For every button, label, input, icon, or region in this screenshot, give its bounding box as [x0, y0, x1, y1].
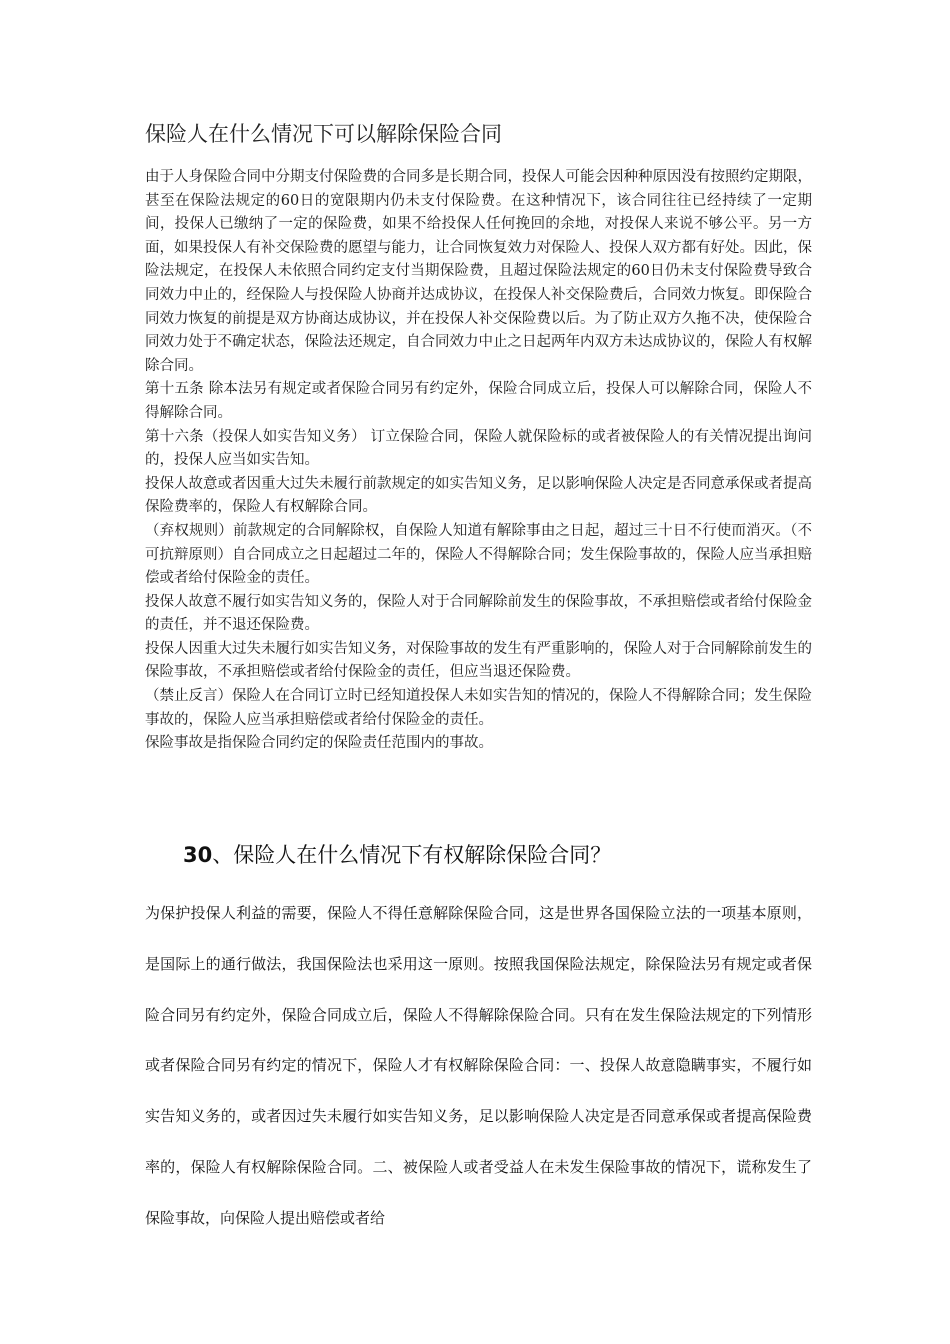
answer-body: [145, 888, 812, 1244]
paragraph: 保险事故是指保险合同约定的保险责任范围内的事故。: [145, 735, 493, 752]
section-title: 保险人在什么情况下可以解除保险合同: [145, 122, 502, 146]
question-title: 、保险人在什么情况下有权解除保险合同？: [212, 843, 612, 867]
paragraph: 投保人故意不履行如实告知义务的，保险人对于合同解除前发生的保险事故，不承担赔偿或者给付保险金的责任，并不退还保险费。: [145, 593, 812, 634]
paragraph: 投保人故意或者因重大过失未履行前款规定的如实告知义务，足以影响保险人决定是否同意承保或者提高保险费率的，保险人有权解除合同。: [145, 475, 812, 516]
question-heading: [183, 840, 803, 870]
section-body: [145, 166, 812, 756]
answer-paragraph: 为保护投保人利益的需要，保险人不得任意解除保险合同，这是世界各国保险立法的一项基本原则，是国际上的通行做法，我国保险法也采用这一原则。按照我国保险法规定，除保险法另有规定或者保险合同另有约定外，保险合同成立后，保险人不得解除保险合同。只有在发生保险法规定的下列情形或者保险合同另有约定的情况下，保险人才有权解除保险合同：一、投保人故意隐瞒事实，不履行如实告知义务的，或者因过失未履行如实告知义务，足以影响保险人决定是否同意承保或者提高保险费率的，保险人有权解除保险合同。二、被保险人或者受益人在未发生保险事故的情况下，谎称发生了保险事故，向保险人提出赔偿或者给: [145, 904, 812, 1227]
question-number: 30: [183, 843, 213, 867]
paragraph: （禁止反言）保险人在合同订立时已经知道投保人未如实告知的情况的，保险人不得解除合同；发生保险事故的，保险人应当承担赔偿或者给付保险金的责任。: [145, 688, 812, 728]
paragraph: 由于人身保险合同中分期支付保险费的合同多是长期合同，投保人可能会因种种原因没有按照约定期限，甚至在保险法规定的60日的宽限期内仍未支付保险费。在这种情况下，该合同往往已经持续了一定期间，投保人已缴纳了一定的保险费，如果不给投保人任何挽回的余地，对投保人来说不够公平。另一方面，如果投保人有补交保险费的愿望与能力，让合同恢复效力对保险人、投保人双方都有好处。因此，保险法规定，在投保人未依照合同约定支付当期保险费，且超过保险法规定的60日仍未支付保险费导致合同效力中止的，经保险人与投保险人协商并达成协议，在投保人补交保险费后，合同效力恢复。即保险合同效力恢复的前提是双方协商达成协议，并在投保人补交保险费以后。为了防止双方久拖不决，使保险合同效力处于不确定状态，保险法还规定，自合同效力中止之日起两年内双方未达成协议的，保险人有权解除合同。: [145, 169, 812, 374]
paragraph: 第十六条（投保人如实告知义务） 订立保险合同，保险人就保险标的或者被保险人的有关情况提出询问的，投保人应当如实告知。: [145, 428, 812, 469]
paragraph: 投保人因重大过失未履行如实告知义务，对保险事故的发生有严重影响的，保险人对于合同解除前发生的保险事故，不承担赔偿或者给付保险金的责任，但应当退还保险费。: [145, 640, 812, 681]
paragraph: 第十五条 除本法另有规定或者保险合同另有约定外，保险合同成立后，投保人可以解除合同，保险人不得解除合同。: [145, 381, 812, 421]
paragraph: （弃权规则）前款规定的合同解除权，自保险人知道有解除事由之日起，超过三十日不行使而消灭。（不可抗辩原则）自合同成立之日起超过二年的，保险人不得解除合同；发生保险事故的，保险人应当承担赔偿或者给付保险金的责任。: [145, 522, 812, 587]
